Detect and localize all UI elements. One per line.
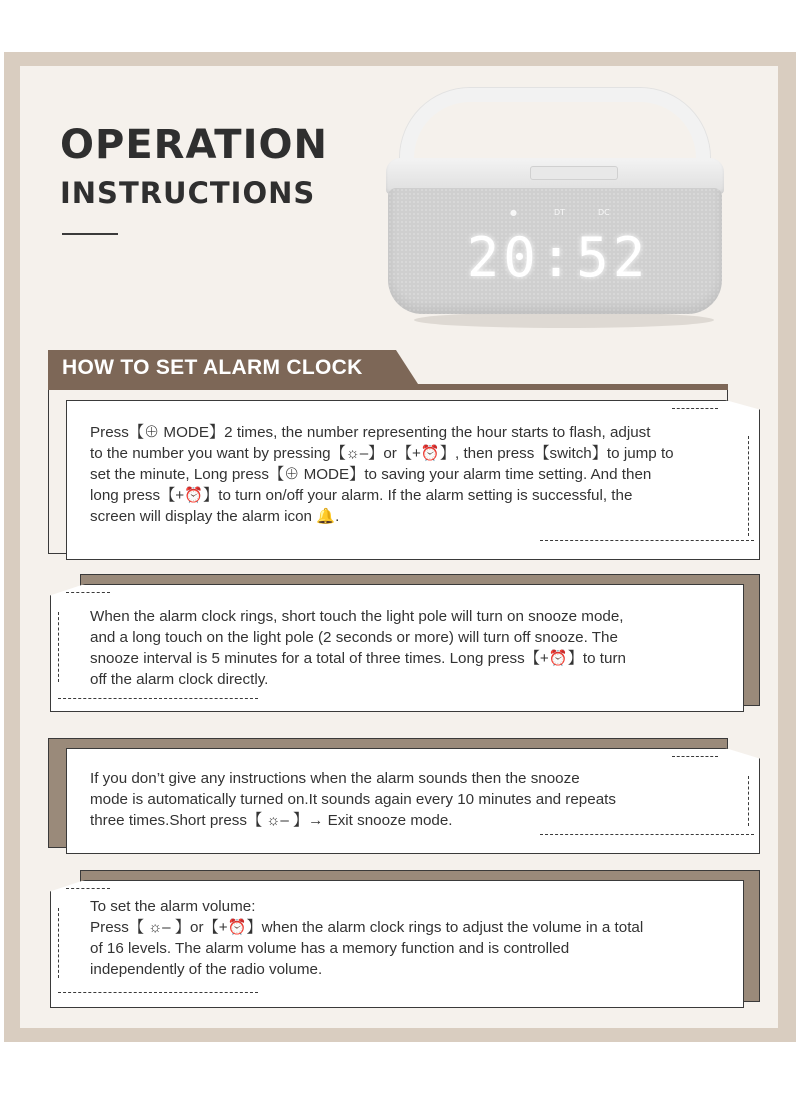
card-2-dash-bottom — [58, 698, 258, 699]
instruction-1 — [90, 422, 674, 527]
instruction-4-line: of 16 levels. The alarm volume has a memory function and is controlled — [90, 940, 570, 957]
instruction-3-line: If you don’t give any instructions when the alarm sounds then the snooze — [90, 770, 580, 787]
instruction-2-line: When the alarm clock rings, short touch the light pole will turn on snooze mode, — [90, 608, 624, 625]
alarm-clock-image — [380, 76, 760, 336]
instruction-1-line: long press【+⏰】to turn on/off your alarm. If the alarm setting is successful, the — [90, 487, 633, 504]
instruction-3 — [90, 768, 616, 831]
section-title: HOW TO SET ALARM CLOCK — [62, 356, 363, 379]
outer-frame — [4, 52, 796, 1042]
instruction-4-line: Press【 ☼– 】or【+⏰】when the alarm clock rings to adjust the volume in a total — [90, 919, 644, 936]
led-display — [466, 225, 650, 289]
card-3-dash-right — [748, 776, 749, 826]
instruction-1-line: set the minute, Long press【⊕ MODE】to saving your alarm time setting. And then — [90, 466, 652, 483]
card-3-dash-top — [672, 756, 718, 757]
card-4-dash-top — [66, 888, 110, 889]
instruction-1-line: Press【⊕ MODE】2 times, the number representing the hour starts to flash, adjust — [90, 424, 651, 441]
card-2-dash-top — [66, 592, 110, 593]
card-4-dash-left — [58, 908, 59, 978]
alarm-indicator: ● — [510, 208, 517, 217]
indicator-dc: DC — [598, 208, 610, 217]
card-2-dash-left — [58, 612, 59, 682]
card-1-dash-top — [672, 408, 718, 409]
clock-time: 20:52 — [466, 225, 650, 289]
speaker-body — [388, 188, 722, 314]
card-1-dash-bottom — [540, 540, 754, 541]
instruction-2-line: off the alarm clock directly. — [90, 671, 269, 688]
instruction-4-line: independently of the radio volume. — [90, 961, 323, 978]
clock-shadow — [414, 312, 714, 328]
phone-slot — [530, 166, 618, 180]
title-underline — [62, 233, 118, 235]
indicator-dt: DT — [554, 208, 566, 217]
instruction-3-line: three times.Short press【 ☼– 】→ Exit snooze mode. — [90, 812, 453, 829]
instruction-2 — [90, 606, 626, 690]
instruction-1-line: to the number you want by pressing【☼–】or【+⏰】, then press【switch】to jump to — [90, 445, 674, 462]
instruction-4-line: To set the alarm volume: — [90, 898, 256, 915]
instruction-3-line: mode is automatically turned on.It sounds again every 10 minutes and repeats — [90, 791, 616, 808]
instruction-2-line: snooze interval is 5 minutes for a total of three times. Long press【+⏰】to turn — [90, 650, 626, 667]
card-3-dash-bottom — [540, 834, 754, 835]
instruction-2-line: and a long touch on the light pole (2 seconds or more) will turn off snooze. The — [90, 629, 618, 646]
instruction-4 — [90, 896, 643, 980]
page-subtitle: INSTRUCTIONS — [60, 176, 316, 210]
instruction-1-line: screen will display the alarm icon 🔔. — [90, 508, 340, 525]
page-title: OPERATION — [60, 122, 328, 168]
card-1-dash-right — [748, 436, 749, 536]
content-panel — [20, 66, 778, 1028]
card-4-dash-bottom — [58, 992, 258, 993]
